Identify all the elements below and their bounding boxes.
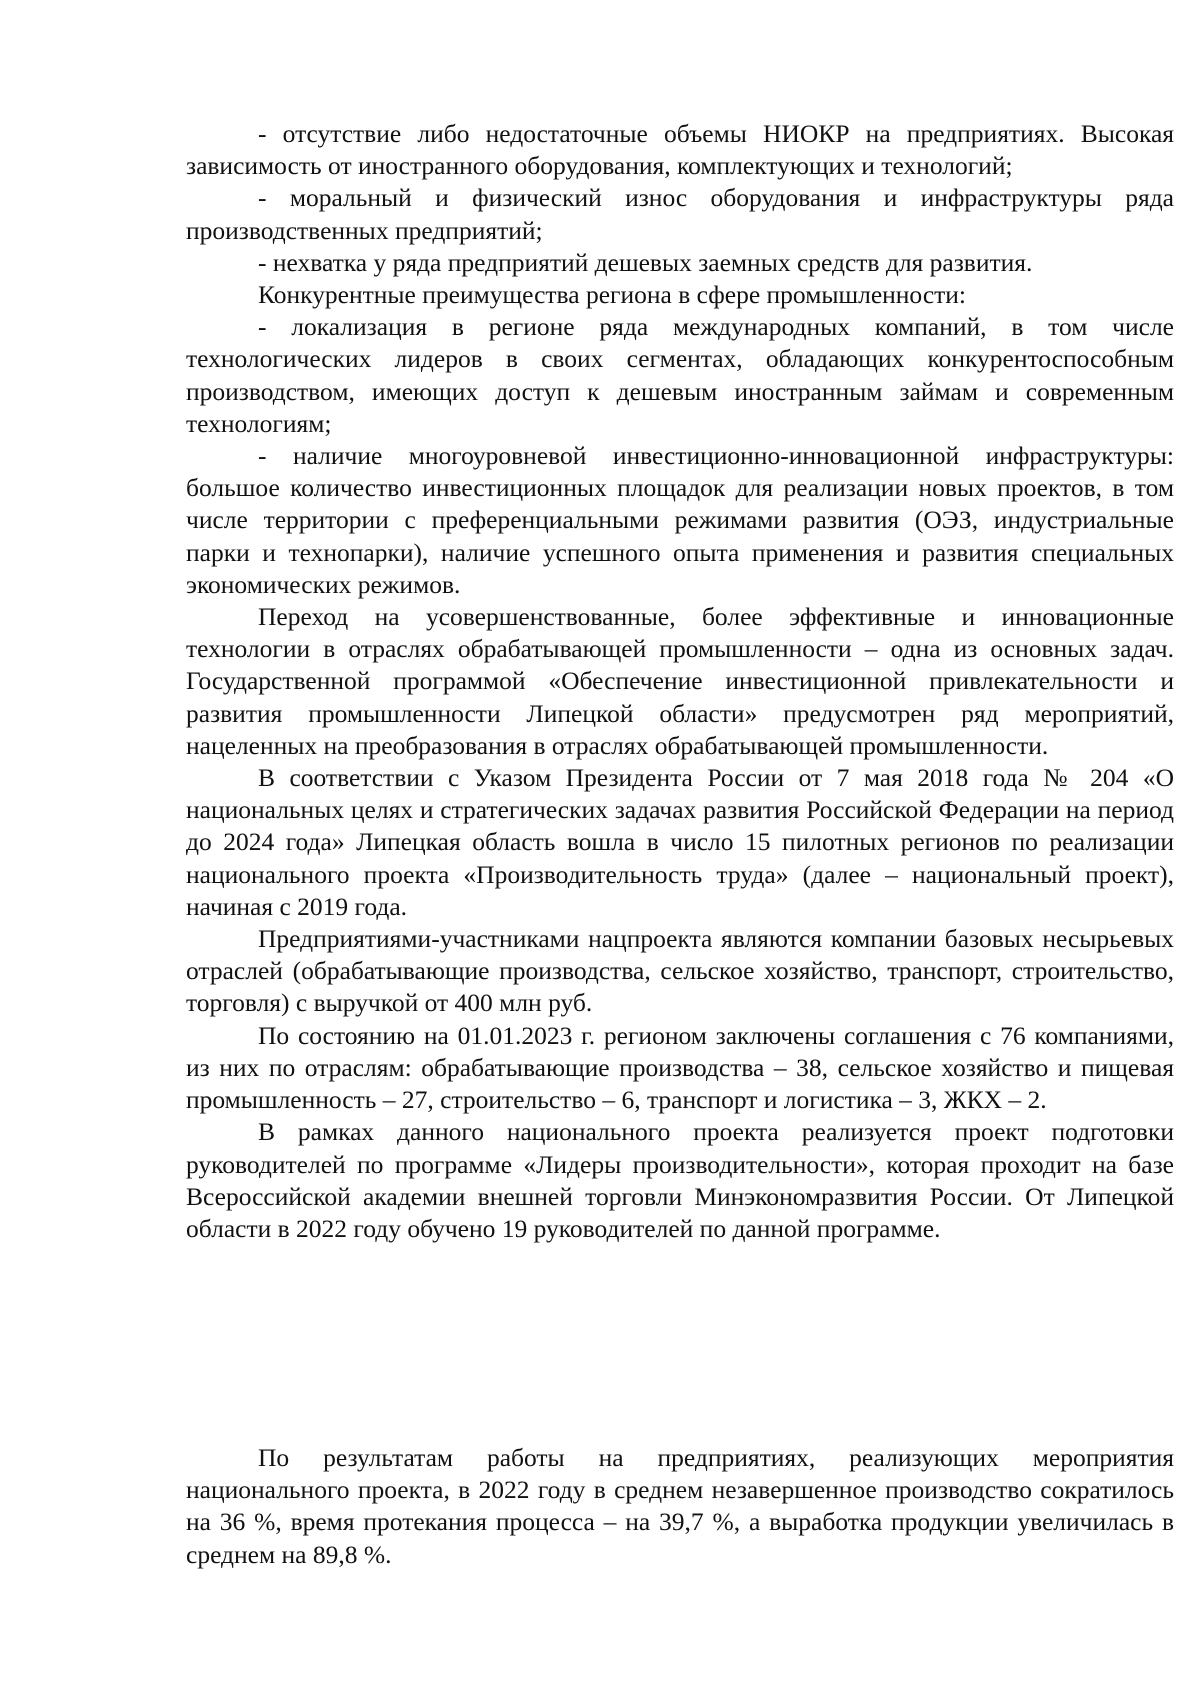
- paragraph-participants: Предприятиями-участниками нацпроекта являются компании базовых несырьевых отраслей (обрабатывающие производства, сельское хозяйство, транспорт, строительство, торговля) с выручкой от 400 млн руб.: [186, 924, 1174, 1018]
- paragraph-competitive-advantages: Конкурентные преимущества региона в сфере промышленности:: [258, 280, 967, 310]
- document-results: [186, 1442, 1174, 1571]
- paragraph-niokr: - отсутствие либо недостаточные объемы НИОКР на предприятиях. Высокая зависимость от иностранного оборудования, комплектующих и технологий;: [186, 119, 1174, 181]
- paragraph-equipment-wear: - моральный и физический износ оборудования и инфраструктуры ряда производственных предприятий;: [186, 183, 1174, 245]
- paragraph-leaders-program: В рамках данного национального проекта реализуется проект подготовки руководителей по программе «Лидеры производительности», которая проходит на базе Всероссийской академии внешней торговли Минэкономразвития России. От Липецкой области в 2022 году обучено 19 руководителей по данной программе.: [186, 1117, 1174, 1243]
- paragraph-international-companies: - локализация в регионе ряда международных компаний, в том числе технологических лидеров в своих сегментах, обладающих конкурентоспособным производством, имеющих доступ к дешевым иностранным займам и современным технологиям;: [186, 312, 1174, 438]
- paragraph-infrastructure: - наличие многоуровневой инвестиционно-инновационной инфраструктуры: большое количество инвестиционных площадок для реализации новых проектов, в том числе территории с преференциальными режимами развития (ОЭЗ, индустриальные парки и технопарки), наличие успешного опыта применения и развития специальных экономических режимов.: [186, 441, 1174, 599]
- paragraph-agreements: По состоянию на 01.01.2023 г. регионом заключены соглашения с 76 компаниями, из них по отраслям: обрабатывающие производства – 38, сельское хозяйство и пищевая промышленность – 27, строительство – 6, транспорт и логистика – 3, ЖКХ – 2.: [186, 1020, 1174, 1115]
- paragraph-results: По результатам работы на предприятиях, реализующих мероприятия национального проекта, в 2022 году в среднем незавершенное производство сократилось на 36 %, время протекания процесса – на 39,7 %, а выработка продукции увеличилась в среднем на 89,8 %.: [186, 1443, 1174, 1569]
- paragraph-national-project: В соответствии с Указом Президента России от 7 мая 2018 года № 204 «О национальных целях и стратегических задачах развития Российской Федерации на период до 2024 года» Липецкая область вошла в число 15 пилотных регионов по реализации национального проекта «Производительность труда» (далее – национальный проект), начиная с 2019 года.: [186, 763, 1174, 921]
- paragraph-technologies: Переход на усовершенствованные, более эффективные и инновационные технологии в отраслях обрабатывающей промышленности – одна из основных задач. Государственной программой «Обеспечение инвестиционной привлекательности и развития промышленности Липецкой области» предусмотрен ряд мероприятий, нацеленных на преобразования в отраслях обрабатывающей промышленности.: [186, 602, 1174, 760]
- paragraph-lack-of-funds: - нехватка у ряда предприятий дешевых заемных средств для развития.: [258, 247, 1033, 277]
- document-body: [186, 118, 1174, 1245]
